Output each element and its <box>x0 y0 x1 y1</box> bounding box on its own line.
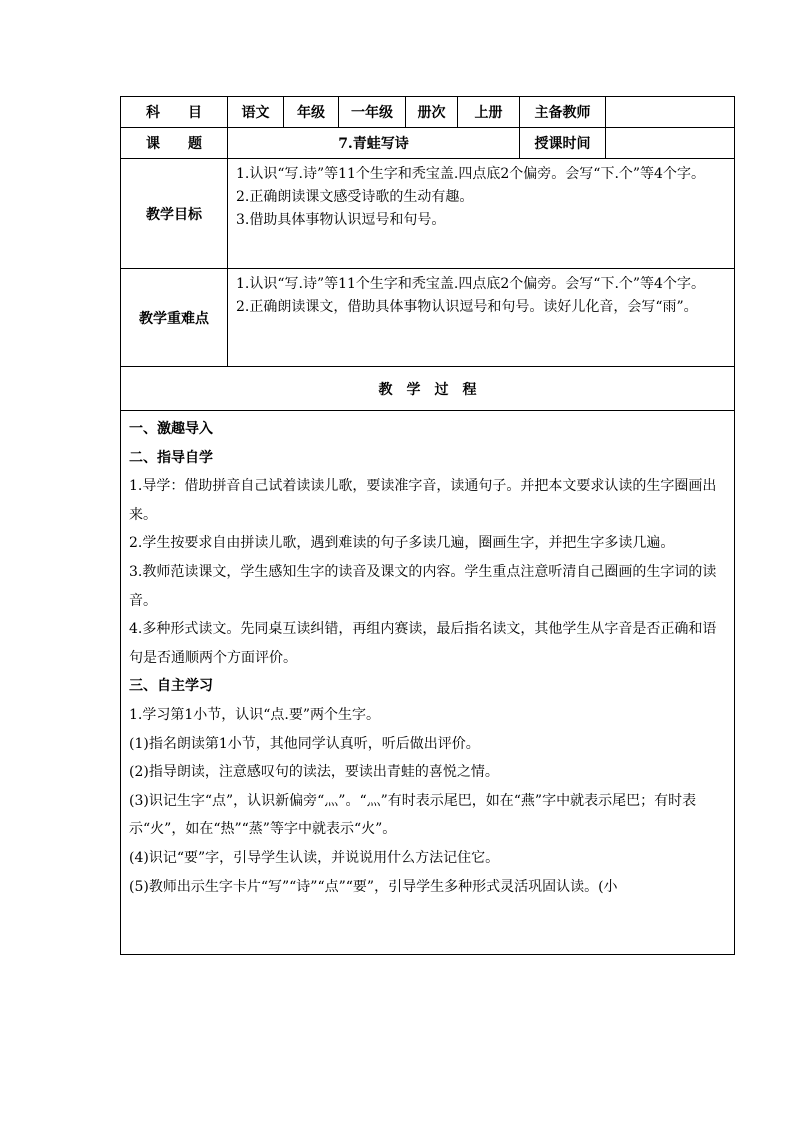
goals-label: 教学目标 <box>121 159 228 269</box>
goals-row <box>121 159 735 269</box>
process-paragraph: (3)识记生字“点”，认识新偏旁“灬”。“灬”有时表示尾巴，如在“燕”字中就表示尾巴；有时表示“火”，如在“热”“蒸”等字中就表示“火”。 <box>129 792 697 838</box>
process-paragraph: (4)识记“要”字，引导学生认读，并说说用什么方法记住它。 <box>129 849 500 866</box>
subject-value: 语文 <box>228 97 284 128</box>
process-body-row <box>121 411 735 955</box>
time-value <box>606 128 735 159</box>
process-heading: 一、激趣导入 <box>129 421 213 437</box>
volume-value: 上册 <box>458 97 520 128</box>
process-title: 教 学 过 程 <box>121 367 735 411</box>
key-points-row <box>121 269 735 367</box>
grade-value: 一年级 <box>339 97 406 128</box>
teacher-label: 主备教师 <box>520 97 606 128</box>
process-title-row <box>121 367 735 411</box>
process-paragraph: 3.教师范读课文，学生感知生字的读音及课文的内容。学生重点注意听清自己圈画的生字词的读音。 <box>129 563 717 609</box>
process-paragraph: 1.导学：借助拼音自己试着读读儿歌，要读准字音，读通句子。并把本文要求认读的生字圈画出来。 <box>129 478 717 523</box>
process-paragraph: 1.学习第1小节，认识“点.要”两个生字。 <box>129 706 381 723</box>
process-heading: 三、自主学习 <box>129 678 213 695</box>
volume-label: 册次 <box>406 97 458 128</box>
key-point-line: 2.正确朗读课文，借助具体事物认识逗号和句号。读好儿化音，会写“雨”。 <box>236 299 698 315</box>
process-paragraph: (1)指名朗读第1小节，其他同学认真听，听后做出评价。 <box>129 735 480 752</box>
goal-line: 1.认识“写.诗”等11个生字和秃宝盖.四点底2个偏旁。会写“下.个”等4个字。 <box>236 166 705 182</box>
process-body <box>121 411 735 955</box>
key-points-content <box>228 269 735 367</box>
key-point-line: 1.认识“写.诗”等11个生字和秃宝盖.四点底2个偏旁。会写“下.个”等4个字。 <box>236 276 705 292</box>
process-paragraph: 2.学生按要求自由拼读儿歌，遇到难读的句子多读几遍，圈画生字，并把生字多读几遍。 <box>129 535 675 552</box>
topic-value: 7.青蛙写诗 <box>228 128 520 159</box>
header-row-2 <box>121 128 735 159</box>
goals-content <box>228 159 735 269</box>
goal-line: 3.借助具体事物认识逗号和句号。 <box>236 212 446 228</box>
process-paragraph: (2)指导朗读，注意感叹句的读法，要读出青蛙的喜悦之情。 <box>129 764 499 781</box>
key-points-label: 教学重难点 <box>121 269 228 367</box>
process-paragraph: 4.多种形式读文。先同桌互读纠错，再组内赛读，最后指名读文，其他学生从字音是否正确和语句是否通顺两个方面评价。 <box>129 621 717 666</box>
grade-label: 年级 <box>284 97 339 128</box>
process-paragraph: (5)教师出示生字卡片“写”“诗”“点”“要”，引导学生多种形式灵活巩固认读。(小 <box>129 878 618 895</box>
topic-label: 课 题 <box>121 128 228 159</box>
header-row-1 <box>121 97 735 128</box>
subject-label: 科 目 <box>121 97 228 128</box>
goal-line: 2.正确朗读课文感受诗歌的生动有趣。 <box>236 189 474 205</box>
process-heading: 二、指导自学 <box>129 449 213 466</box>
lesson-plan-table <box>120 96 735 955</box>
time-label: 授课时间 <box>520 128 606 159</box>
teacher-value <box>606 97 735 128</box>
